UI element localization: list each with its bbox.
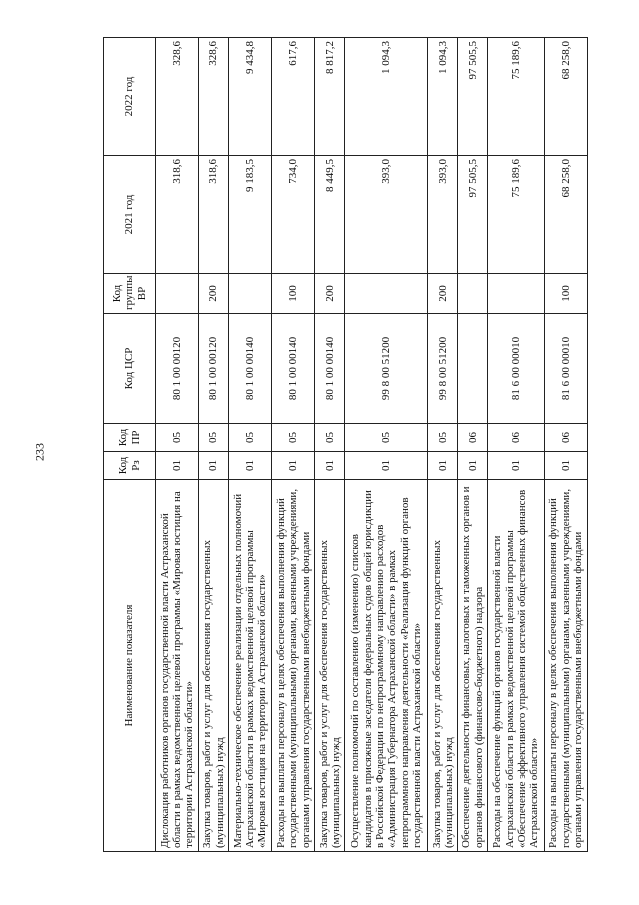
budget-table	[103, 37, 588, 852]
cell-y2022: 8 817,2	[315, 38, 345, 156]
header-name: Наименование показателя	[104, 480, 156, 852]
cell-name: Материально-техническое обеспечение реализации отдельных полномочий Астраханской области в рамках ведомственной целевой программы «Мировая юстиция на территории Астраханской области»	[229, 480, 272, 852]
cell-name: Расходы на выплаты персоналу в целях обеспечения выполнения функций государственными (муниципальными) органами, казенными учреждениями, органами управления государственными внебюджетными фондами	[544, 480, 587, 852]
cell-rz: 01	[544, 452, 587, 480]
cell-y2022: 97 505,5	[458, 38, 488, 156]
cell-name: Осуществление полномочий по составлению (изменению) списков кандидатов в присяжные заседатели федеральных судов общей юрисдикции в Российской Федерации по непрограммному направлению расходов «Администрация Губернатора Астраханской области» в рамках непрограммного направления деятельности «Реализация функций органов государственной власти Астраханской области»	[345, 480, 428, 852]
cell-y2021: 75 189,6	[488, 156, 545, 274]
header-rz: Код Рз	[104, 452, 156, 480]
cell-pr: 05	[428, 424, 458, 452]
cell-y2021: 318,6	[199, 156, 229, 274]
cell-pr: 05	[345, 424, 428, 452]
header-2021: 2021 год	[104, 156, 156, 274]
cell-vr: 100	[544, 274, 587, 314]
cell-csr: 80 1 00 00120	[156, 314, 199, 424]
cell-pr: 05	[229, 424, 272, 452]
cell-name: Закупка товаров, работ и услуг для обеспечения государственных (муниципальных) нужд	[199, 480, 229, 852]
header-2022: 2022 год	[104, 38, 156, 156]
cell-vr: 200	[199, 274, 229, 314]
cell-y2022: 328,6	[156, 38, 199, 156]
cell-y2022: 68 258,0	[544, 38, 587, 156]
cell-y2022: 75 189,6	[488, 38, 545, 156]
cell-y2021: 318,6	[156, 156, 199, 274]
cell-rz: 01	[156, 452, 199, 480]
cell-csr: 80 1 00 00140	[229, 314, 272, 424]
rotated-page-content	[103, 38, 588, 852]
cell-name: Закупка товаров, работ и услуг для обеспечения государственных (муниципальных) нужд	[428, 480, 458, 852]
cell-csr: 99 8 00 51200	[428, 314, 458, 424]
cell-vr	[458, 274, 488, 314]
cell-rz: 01	[272, 452, 315, 480]
cell-csr	[458, 314, 488, 424]
cell-y2021: 8 449,5	[315, 156, 345, 274]
table-row	[544, 38, 587, 852]
page-number: 233	[32, 443, 47, 461]
table-row	[272, 38, 315, 852]
cell-rz: 01	[229, 452, 272, 480]
cell-y2022: 9 434,8	[229, 38, 272, 156]
cell-y2021: 97 505,5	[458, 156, 488, 274]
cell-name: Закупка товаров, работ и услуг для обеспечения государственных (муниципальных) нужд	[315, 480, 345, 852]
table-row	[488, 38, 545, 852]
cell-vr	[488, 274, 545, 314]
cell-vr: 200	[428, 274, 458, 314]
header-vr: Код группы ВР	[104, 274, 156, 314]
cell-y2021: 393,0	[345, 156, 428, 274]
cell-vr	[156, 274, 199, 314]
cell-rz: 01	[315, 452, 345, 480]
cell-y2022: 1 094,3	[345, 38, 428, 156]
cell-vr	[345, 274, 428, 314]
cell-vr: 200	[315, 274, 345, 314]
header-csr: Код ЦСР	[104, 314, 156, 424]
cell-name: Расходы на обеспечение функций органов государственной власти Астраханской области в рамках ведомственной целевой программы «Обеспечение эффективного управления системой общественных финансов Астраханской области»	[488, 480, 545, 852]
cell-y2022: 617,6	[272, 38, 315, 156]
cell-vr: 100	[272, 274, 315, 314]
cell-pr: 05	[156, 424, 199, 452]
cell-rz: 01	[199, 452, 229, 480]
cell-pr: 05	[315, 424, 345, 452]
table-row	[315, 38, 345, 852]
table-row	[428, 38, 458, 852]
cell-pr: 06	[458, 424, 488, 452]
cell-y2022: 1 094,3	[428, 38, 458, 156]
cell-name: Расходы на выплаты персоналу в целях обеспечения выполнения функций государственными (муниципальными) органами, казенными учреждениями, органами управления государственными внебюджетными фондами	[272, 480, 315, 852]
table-row	[199, 38, 229, 852]
cell-rz: 01	[458, 452, 488, 480]
cell-csr: 81 6 00 00010	[488, 314, 545, 424]
table-header-row	[104, 38, 156, 852]
cell-name: Дислокация работников органов государственной власти Астраханской области в рамках ведомственной целевой программы «Мировая юстиция на территории Астраханской области»	[156, 480, 199, 852]
cell-csr: 80 1 00 00120	[199, 314, 229, 424]
table-row	[229, 38, 272, 852]
cell-pr: 06	[544, 424, 587, 452]
cell-name: Обеспечение деятельности финансовых, налоговых и таможенных органов и органов финансового (финансово-бюджетного) надзора	[458, 480, 488, 852]
cell-pr: 05	[199, 424, 229, 452]
cell-y2021: 393,0	[428, 156, 458, 274]
cell-pr: 06	[488, 424, 545, 452]
cell-y2021: 9 183,5	[229, 156, 272, 274]
cell-csr: 80 1 00 00140	[315, 314, 345, 424]
cell-rz: 01	[345, 452, 428, 480]
cell-csr: 80 1 00 00140	[272, 314, 315, 424]
table-row	[458, 38, 488, 852]
cell-csr: 99 8 00 51200	[345, 314, 428, 424]
cell-csr: 81 6 00 00010	[544, 314, 587, 424]
cell-y2021: 68 258,0	[544, 156, 587, 274]
cell-rz: 01	[488, 452, 545, 480]
cell-rz: 01	[428, 452, 458, 480]
cell-y2022: 328,6	[199, 38, 229, 156]
header-pr: Код ПР	[104, 424, 156, 452]
cell-pr: 05	[272, 424, 315, 452]
table-row	[345, 38, 428, 852]
cell-y2021: 734,0	[272, 156, 315, 274]
cell-vr	[229, 274, 272, 314]
table-row	[156, 38, 199, 852]
